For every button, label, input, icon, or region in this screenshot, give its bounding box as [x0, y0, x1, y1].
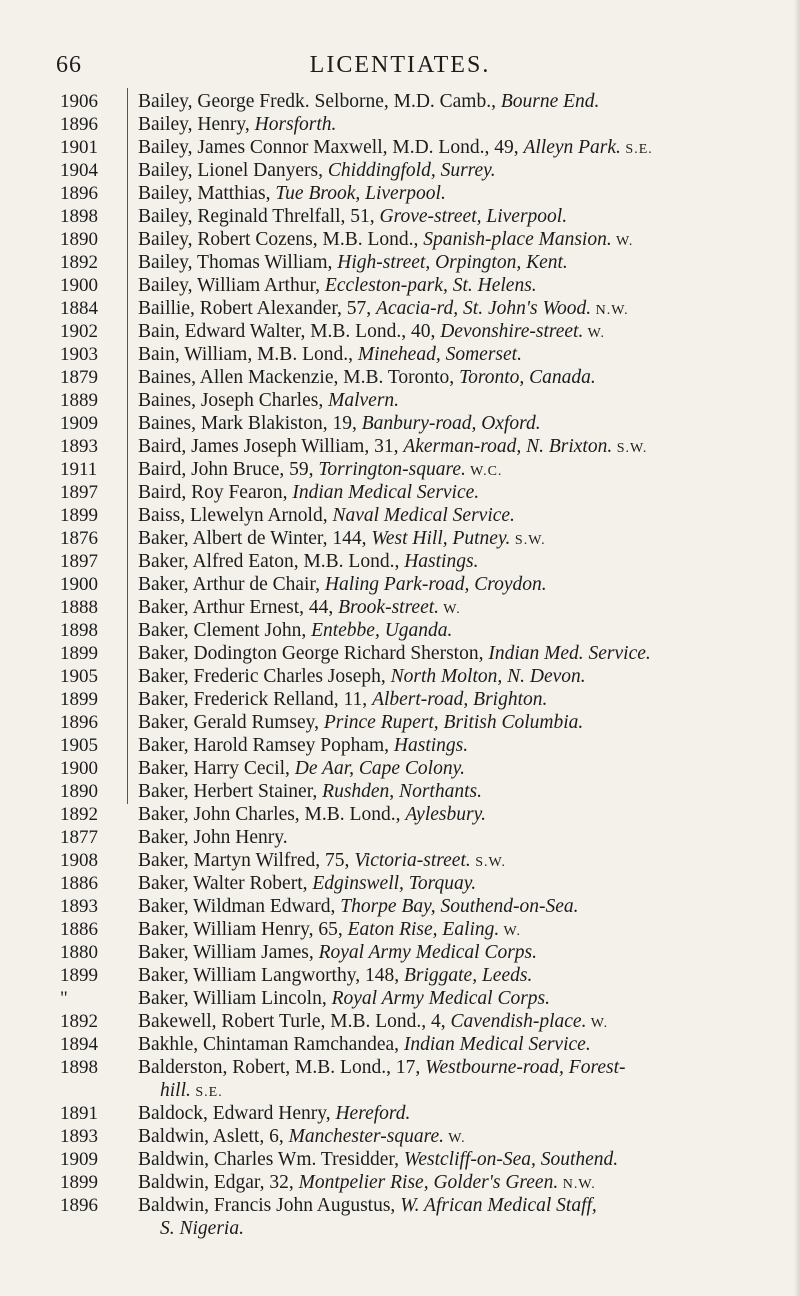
entry-row — [0, 711, 800, 734]
entry-row — [0, 596, 800, 619]
entry-text — [138, 251, 788, 274]
entry-row — [0, 987, 800, 1010]
entry-year: 1896 — [60, 183, 98, 204]
entry-text — [138, 136, 788, 161]
entry-year: 1879 — [60, 367, 98, 388]
entry-year: 1900 — [60, 574, 98, 595]
entry-name: Baker, Arthur Ernest, 44, — [138, 597, 339, 618]
entry-year: 1890 — [60, 229, 98, 250]
entry-year: 1901 — [60, 137, 98, 158]
entry-row — [0, 1194, 800, 1217]
entry-text — [138, 872, 788, 895]
entry-postal-district: W. — [443, 1131, 466, 1146]
entry-name: Baines, Mark Blakiston, 19, — [138, 413, 362, 434]
entry-text — [138, 274, 788, 297]
entry-year: 1902 — [60, 321, 98, 342]
entry-text — [138, 757, 788, 780]
entry-text — [138, 504, 788, 527]
entry-row — [0, 1148, 800, 1171]
entry-name: Baker, Frederic Charles Joseph, — [138, 666, 391, 687]
entry-year: 1897 — [60, 551, 98, 572]
entry-row — [0, 803, 800, 826]
entry-year: 1894 — [60, 1034, 98, 1055]
entry-row — [0, 504, 800, 527]
page-header — [0, 52, 800, 88]
entry-name: Bailey, Matthias, — [138, 183, 276, 204]
entry-text — [138, 987, 788, 1010]
entry-name: Baines, Allen Mackenzie, M.B. Toronto, — [138, 367, 460, 388]
entry-row — [0, 251, 800, 274]
entry-row — [0, 412, 800, 435]
entry-text — [160, 1217, 800, 1240]
entry-row — [0, 228, 800, 251]
entry-text — [138, 803, 788, 826]
entry-year: 1899 — [60, 505, 98, 526]
entry-row — [0, 458, 800, 481]
entry-address: Hastings. — [393, 735, 469, 756]
entry-year: " — [60, 988, 68, 1009]
entry-name: Baker, Clement John, — [138, 620, 312, 641]
entry-address: Malvern. — [328, 390, 400, 411]
entry-name: Baker, William Lincoln, — [138, 988, 332, 1009]
entry-name: Bailey, James Connor Maxwell, M.D. Lond., 49, — [138, 137, 524, 158]
entry-text — [138, 113, 788, 136]
entry-text — [138, 619, 788, 642]
entry-text — [138, 458, 788, 483]
entry-address: Akerman-road, N. Brixton. — [403, 436, 613, 457]
entry-row — [0, 734, 800, 757]
entry-row — [0, 481, 800, 504]
entry-address: Prince Rupert, British Columbia. — [323, 712, 584, 733]
entry-name: Baldwin, Charles Wm. Tresidder, — [138, 1149, 404, 1170]
entry-year: 1898 — [60, 620, 98, 641]
entry-text — [138, 1171, 788, 1196]
entry-text — [138, 366, 788, 389]
entry-row — [0, 182, 800, 205]
entry-year: 1909 — [60, 413, 98, 434]
entry-row — [0, 665, 800, 688]
entry-text — [138, 320, 788, 345]
entry-name: Baird, Roy Fearon, — [138, 482, 293, 503]
entry-name: Baker, William James, — [138, 942, 319, 963]
entry-year: 1890 — [60, 781, 98, 802]
entry-name: Bailey, Reginald Threlfall, 51, — [138, 206, 380, 227]
entry-address: Acacia-rd, St. John's Wood. — [376, 298, 592, 319]
entry-year: 1892 — [60, 804, 98, 825]
entry-year: 1893 — [60, 436, 98, 457]
entry-name: Baker, Gerald Rumsey, — [138, 712, 324, 733]
entry-name: Bain, Edward Walter, M.B. Lond., 40, — [138, 321, 441, 342]
entry-text — [138, 1194, 788, 1217]
entry-text — [138, 964, 788, 987]
entry-address: Thorpe Bay, Southend-on-Sea. — [340, 896, 579, 917]
entry-address: Hereford. — [335, 1103, 411, 1124]
entry-row — [0, 895, 800, 918]
entry-address: Banbury-road, Oxford. — [361, 413, 541, 434]
entry-text — [138, 205, 788, 228]
entry-address: Westbourne-road, Forest- — [425, 1057, 626, 1078]
entry-year: 1904 — [60, 160, 98, 181]
entry-name: Bailey, William Arthur, — [138, 275, 325, 296]
entry-year: 1886 — [60, 919, 98, 940]
running-title: LICENTIATES. — [309, 52, 491, 78]
entry-name: Bakewell, Robert Turle, M.B. Lond., 4, — [138, 1011, 451, 1032]
entry-year: 1880 — [60, 942, 98, 963]
entry-postal-district: S.W. — [470, 855, 506, 870]
entry-row — [0, 964, 800, 987]
entry-row — [0, 872, 800, 895]
entry-name: Baker, Wildman Edward, — [138, 896, 341, 917]
entry-name: Bailey, Robert Cozens, M.B. Lond., — [138, 229, 424, 250]
entry-postal-district: W. — [586, 1016, 609, 1031]
entry-text — [138, 481, 788, 504]
entry-year: 1884 — [60, 298, 98, 319]
entry-name: Baillie, Robert Alexander, 57, — [138, 298, 377, 319]
entry-name: Bailey, Thomas William, — [138, 252, 338, 273]
entry-address: hill. — [160, 1080, 191, 1101]
entry-postal-district: S.W. — [510, 533, 546, 548]
entry-address: Aylesbury. — [405, 804, 487, 825]
entry-text — [138, 688, 788, 711]
entry-address: De Aar, Cape Colony. — [294, 758, 466, 779]
entry-address: West Hill, Putney. — [371, 528, 511, 549]
entry-address: S. Nigeria. — [160, 1218, 244, 1239]
entry-year: 1898 — [60, 206, 98, 227]
entry-row — [0, 688, 800, 711]
entry-year: 1906 — [60, 91, 98, 112]
entry-text — [138, 1033, 788, 1056]
entry-row — [0, 136, 800, 159]
entry-text — [160, 1079, 800, 1104]
entry-row — [0, 320, 800, 343]
entry-address: Entebbe, Uganda. — [311, 620, 453, 641]
entry-text — [138, 826, 788, 849]
entry-address: Westcliff-on-Sea, Southend. — [403, 1149, 619, 1170]
entry-address: Albert-road, Brighton. — [372, 689, 548, 710]
entry-row — [0, 205, 800, 228]
entry-address: Rushden, Northants. — [322, 781, 482, 802]
entry-year: 1893 — [60, 896, 98, 917]
entry-postal-district: W.C. — [465, 464, 503, 479]
entry-year: 1896 — [60, 712, 98, 733]
entry-year: 1899 — [60, 643, 98, 664]
entry-text — [138, 780, 788, 803]
entry-text — [138, 596, 788, 621]
entry-address: Edginswell, Torquay. — [312, 873, 477, 894]
entry-year: 1908 — [60, 850, 98, 871]
entry-year: 1899 — [60, 965, 98, 986]
entry-year: 1892 — [60, 252, 98, 273]
entry-address: Bourne End. — [500, 91, 600, 112]
entry-address: Devonshire-street. — [440, 321, 584, 342]
entry-name: Bailey, Henry, — [138, 114, 255, 135]
entry-address: Toronto, Canada. — [459, 367, 596, 388]
entry-address: Royal Army Medical Corps. — [331, 988, 551, 1009]
entry-text — [138, 389, 788, 412]
entry-address: Spanish-place Mansion. — [423, 229, 612, 250]
entry-address: High-street, Orpington, Kent. — [337, 252, 568, 273]
entry-address: Naval Medical Service. — [332, 505, 515, 526]
entry-year: 1877 — [60, 827, 98, 848]
entry-postal-district: N.W. — [558, 1177, 596, 1192]
entry-postal-district: W. — [439, 602, 461, 617]
entry-address: Indian Medical Service. — [403, 1034, 591, 1055]
entry-name: Baker, Harry Cecil, — [138, 758, 295, 779]
entry-row — [0, 550, 800, 573]
entry-address: Eccleston-park, St. Helens. — [324, 275, 537, 296]
entry-year: 1899 — [60, 689, 98, 710]
entry-text — [138, 90, 788, 113]
entry-name: Baker, William Henry, 65, — [138, 919, 348, 940]
entry-text — [138, 1102, 788, 1125]
entry-address: Haling Park-road, Croydon. — [324, 574, 547, 595]
entry-address: Hastings. — [404, 551, 479, 572]
entry-text — [138, 642, 788, 665]
entry-name: Bailey, George Fredk. Selborne, M.D. Camb., — [138, 91, 501, 112]
entry-name: Baker, Herbert Stainer, — [138, 781, 323, 802]
entry-name: Baker, Alfred Eaton, M.B. Lond., — [138, 551, 405, 572]
entry-name: Bakhle, Chintaman Ramchandea, — [138, 1034, 404, 1055]
entry-row — [0, 1102, 800, 1125]
entry-year: 1899 — [60, 1172, 98, 1193]
entry-text — [138, 228, 788, 253]
entry-name: Baldwin, Francis John Augustus, — [138, 1195, 401, 1216]
entry-year: 1898 — [60, 1057, 98, 1078]
entry-year: 1896 — [60, 114, 98, 135]
entry-name: Baird, John Bruce, 59, — [138, 459, 319, 480]
entry-row — [0, 389, 800, 412]
entry-name: Bailey, Lionel Danyers, — [138, 160, 328, 181]
entry-row — [0, 1010, 800, 1033]
entry-text — [138, 297, 788, 322]
entry-row — [0, 1079, 800, 1102]
entry-address: Torrington-square. — [318, 459, 466, 480]
page-number: 66 — [56, 52, 82, 78]
entry-address: Eaton Rise, Ealing. — [347, 919, 500, 940]
entry-year: 1903 — [60, 344, 98, 365]
entry-name: Baker, John Charles, M.B. Lond., — [138, 804, 406, 825]
entry-address: Brook-street. — [338, 597, 440, 618]
entry-postal-district: S.E. — [620, 142, 653, 157]
entry-text — [138, 182, 788, 205]
entry-name: Baker, Walter Robert, — [138, 873, 313, 894]
entry-postal-district: W. — [611, 234, 634, 249]
entry-year: 1886 — [60, 873, 98, 894]
entry-row — [0, 849, 800, 872]
entry-postal-district: W. — [499, 924, 521, 939]
entry-row — [0, 918, 800, 941]
entry-name: Baker, Frederick Relland, 11, — [138, 689, 373, 710]
entry-year: 1905 — [60, 735, 98, 756]
entry-name: Baines, Joseph Charles, — [138, 390, 329, 411]
entry-text — [138, 1010, 788, 1035]
entry-name: Baiss, Llewelyn Arnold, — [138, 505, 333, 526]
entry-text — [138, 849, 788, 874]
entry-row — [0, 435, 800, 458]
entry-row — [0, 780, 800, 803]
entry-name: Baker, John Henry. — [138, 827, 288, 848]
entry-name: Baker, Harold Ramsey Popham, — [138, 735, 394, 756]
entry-row — [0, 297, 800, 320]
entry-year: 1892 — [60, 1011, 98, 1032]
entry-year: 1888 — [60, 597, 98, 618]
entry-name: Balderston, Robert, M.B. Lond., 17, — [138, 1057, 426, 1078]
entry-text — [138, 1148, 788, 1171]
entry-name: Baird, James Joseph William, 31, — [138, 436, 404, 457]
entry-address: Briggate, Leeds. — [403, 965, 533, 986]
entry-address: North Molton, N. Devon. — [390, 666, 586, 687]
page-edge-shadow — [794, 0, 800, 1296]
entry-text — [138, 343, 788, 366]
entry-address: Minehead, Somerset. — [357, 344, 522, 365]
entry-year: 1896 — [60, 1195, 98, 1216]
entry-row — [0, 113, 800, 136]
entry-year: 1909 — [60, 1149, 98, 1170]
entry-text — [138, 711, 788, 734]
entry-row — [0, 941, 800, 964]
entry-postal-district: N.W. — [591, 303, 629, 318]
entry-name: Baker, Albert de Winter, 144, — [138, 528, 372, 549]
entry-text — [138, 412, 788, 435]
entry-row — [0, 1217, 800, 1240]
entry-row — [0, 826, 800, 849]
entry-row — [0, 1171, 800, 1194]
entry-row — [0, 274, 800, 297]
entry-address: Manchester-square. — [288, 1126, 444, 1147]
entry-year: 1905 — [60, 666, 98, 687]
entry-name: Baker, William Langworthy, 148, — [138, 965, 404, 986]
entry-row — [0, 159, 800, 182]
entry-row — [0, 619, 800, 642]
entry-text — [138, 573, 788, 596]
entry-name: Baldock, Edward Henry, — [138, 1103, 336, 1124]
entry-name: Baker, Arthur de Chair, — [138, 574, 325, 595]
entry-address: Royal Army Medical Corps. — [318, 942, 538, 963]
entry-row — [0, 757, 800, 780]
entry-year: 1876 — [60, 528, 98, 549]
entry-text — [138, 918, 788, 943]
entry-name: Bain, William, M.B. Lond., — [138, 344, 358, 365]
entry-text — [138, 435, 788, 460]
entry-row — [0, 642, 800, 665]
entry-address: Tue Brook, Liverpool. — [275, 183, 446, 204]
entry-text — [138, 1125, 788, 1150]
entry-year: 1900 — [60, 758, 98, 779]
entry-address: Chiddingfold, Surrey. — [327, 160, 496, 181]
entry-year: 1900 — [60, 275, 98, 296]
entry-address: Horsforth. — [254, 114, 337, 135]
entry-text — [138, 550, 788, 573]
entry-text — [138, 895, 788, 918]
entry-address: Alleyn Park. — [523, 137, 621, 158]
entry-address: Grove-street, Liverpool. — [379, 206, 568, 227]
entry-address: Montpelier Rise, Golder's Green. — [298, 1172, 559, 1193]
entry-postal-district: W. — [583, 326, 606, 341]
entry-row — [0, 1125, 800, 1148]
entry-year: 1911 — [60, 459, 98, 480]
entry-address: W. African Medical Staff, — [400, 1195, 597, 1216]
entry-address: Indian Medical Service. — [292, 482, 480, 503]
entry-name: Baker, Dodington George Richard Sherston, — [138, 643, 489, 664]
entry-address: Indian Med. Service. — [488, 643, 651, 664]
entry-text — [138, 734, 788, 757]
entry-text — [138, 159, 788, 182]
entry-postal-district: S.E. — [190, 1085, 223, 1100]
entry-text — [138, 1056, 788, 1079]
entry-text — [138, 941, 788, 964]
entry-name: Baker, Martyn Wilfred, 75, — [138, 850, 355, 871]
entry-row — [0, 90, 800, 113]
entry-postal-district: S.W. — [612, 441, 648, 456]
entry-text — [138, 665, 788, 688]
entry-row — [0, 343, 800, 366]
entry-text — [138, 527, 788, 552]
entry-address: Cavendish-place. — [450, 1011, 587, 1032]
licentiate-list — [0, 90, 800, 1240]
entry-row — [0, 573, 800, 596]
entry-year: 1889 — [60, 390, 98, 411]
entry-row — [0, 1056, 800, 1079]
entry-name: Baldwin, Edgar, 32, — [138, 1172, 299, 1193]
entry-row — [0, 527, 800, 550]
entry-address: Victoria-street. — [354, 850, 471, 871]
entry-row — [0, 366, 800, 389]
entry-row — [0, 1033, 800, 1056]
entry-name: Baldwin, Aslett, 6, — [138, 1126, 289, 1147]
entry-year: 1893 — [60, 1126, 98, 1147]
entry-year: 1897 — [60, 482, 98, 503]
entry-year: 1891 — [60, 1103, 98, 1124]
